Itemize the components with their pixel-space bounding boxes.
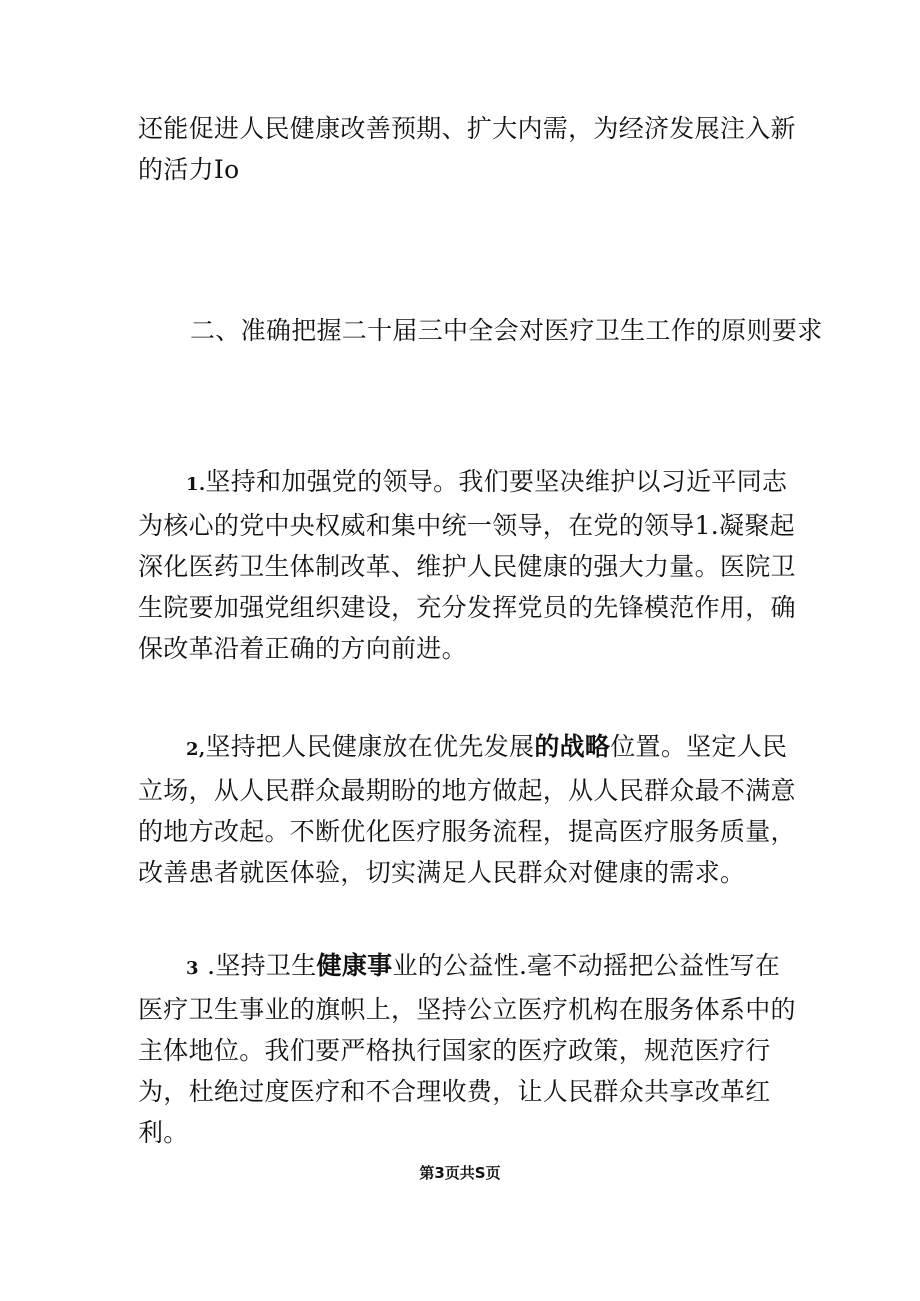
point-2-text-after: 位置。坚定人民立场，从人民群众最期盼的地方做起，从人民群众最不满意的地方改起。不断优化医疗服务流程，提高医疗服务质量，改善患者就医体验，切实满足人民群众对健康的需求。 [138, 732, 796, 887]
point-3-number: 3 [186, 958, 199, 979]
point-2-paragraph [138, 726, 798, 893]
point-2-text-before: 坚持把人民健康放在优先发展 [205, 732, 535, 761]
intro-paragraph [138, 108, 798, 190]
point-2-bold-text: 的战略 [534, 732, 611, 761]
section-heading: 二、准确把握二十届三中全会对医疗卫生工作的原则要求 [190, 316, 823, 345]
point-2-number: 2, [186, 739, 206, 760]
point-1-text: 坚持和加强党的领导。我们要坚决维护以习近平同志为核心的党中央权威和集中统一领导，在党的领导1.凝聚起深化医药卫生体制改革、维护人民健康的强大力量。医院卫生院要加强党组织建设，充分发挥党员的先锋模范作用，确保改革沿着正确的方向前进。 [138, 467, 796, 663]
point-3-text-after: 业的公益性.毫不动摇把公益性写在医疗卫生事业的旗帜上，坚持公立医疗机构在服务体系中的主体地位。我们要严格执行国家的医疗政策，规范医疗行为，杜绝过度医疗和不合理收费，让人民群众共享改革红利。 [138, 951, 796, 1147]
point-1-paragraph [138, 461, 798, 669]
intro-text: 还能促进人民健康改善预期、扩大内需，为经济发展注入新的活力Io [138, 114, 796, 184]
point-3-bold-text: 健康事 [316, 951, 393, 980]
page-footer: 第3页共S页 [419, 1164, 501, 1182]
point-1-number: 1. [186, 474, 206, 495]
point-3-text-before: .坚持卫生 [198, 951, 317, 980]
point-3-paragraph [138, 945, 798, 1153]
